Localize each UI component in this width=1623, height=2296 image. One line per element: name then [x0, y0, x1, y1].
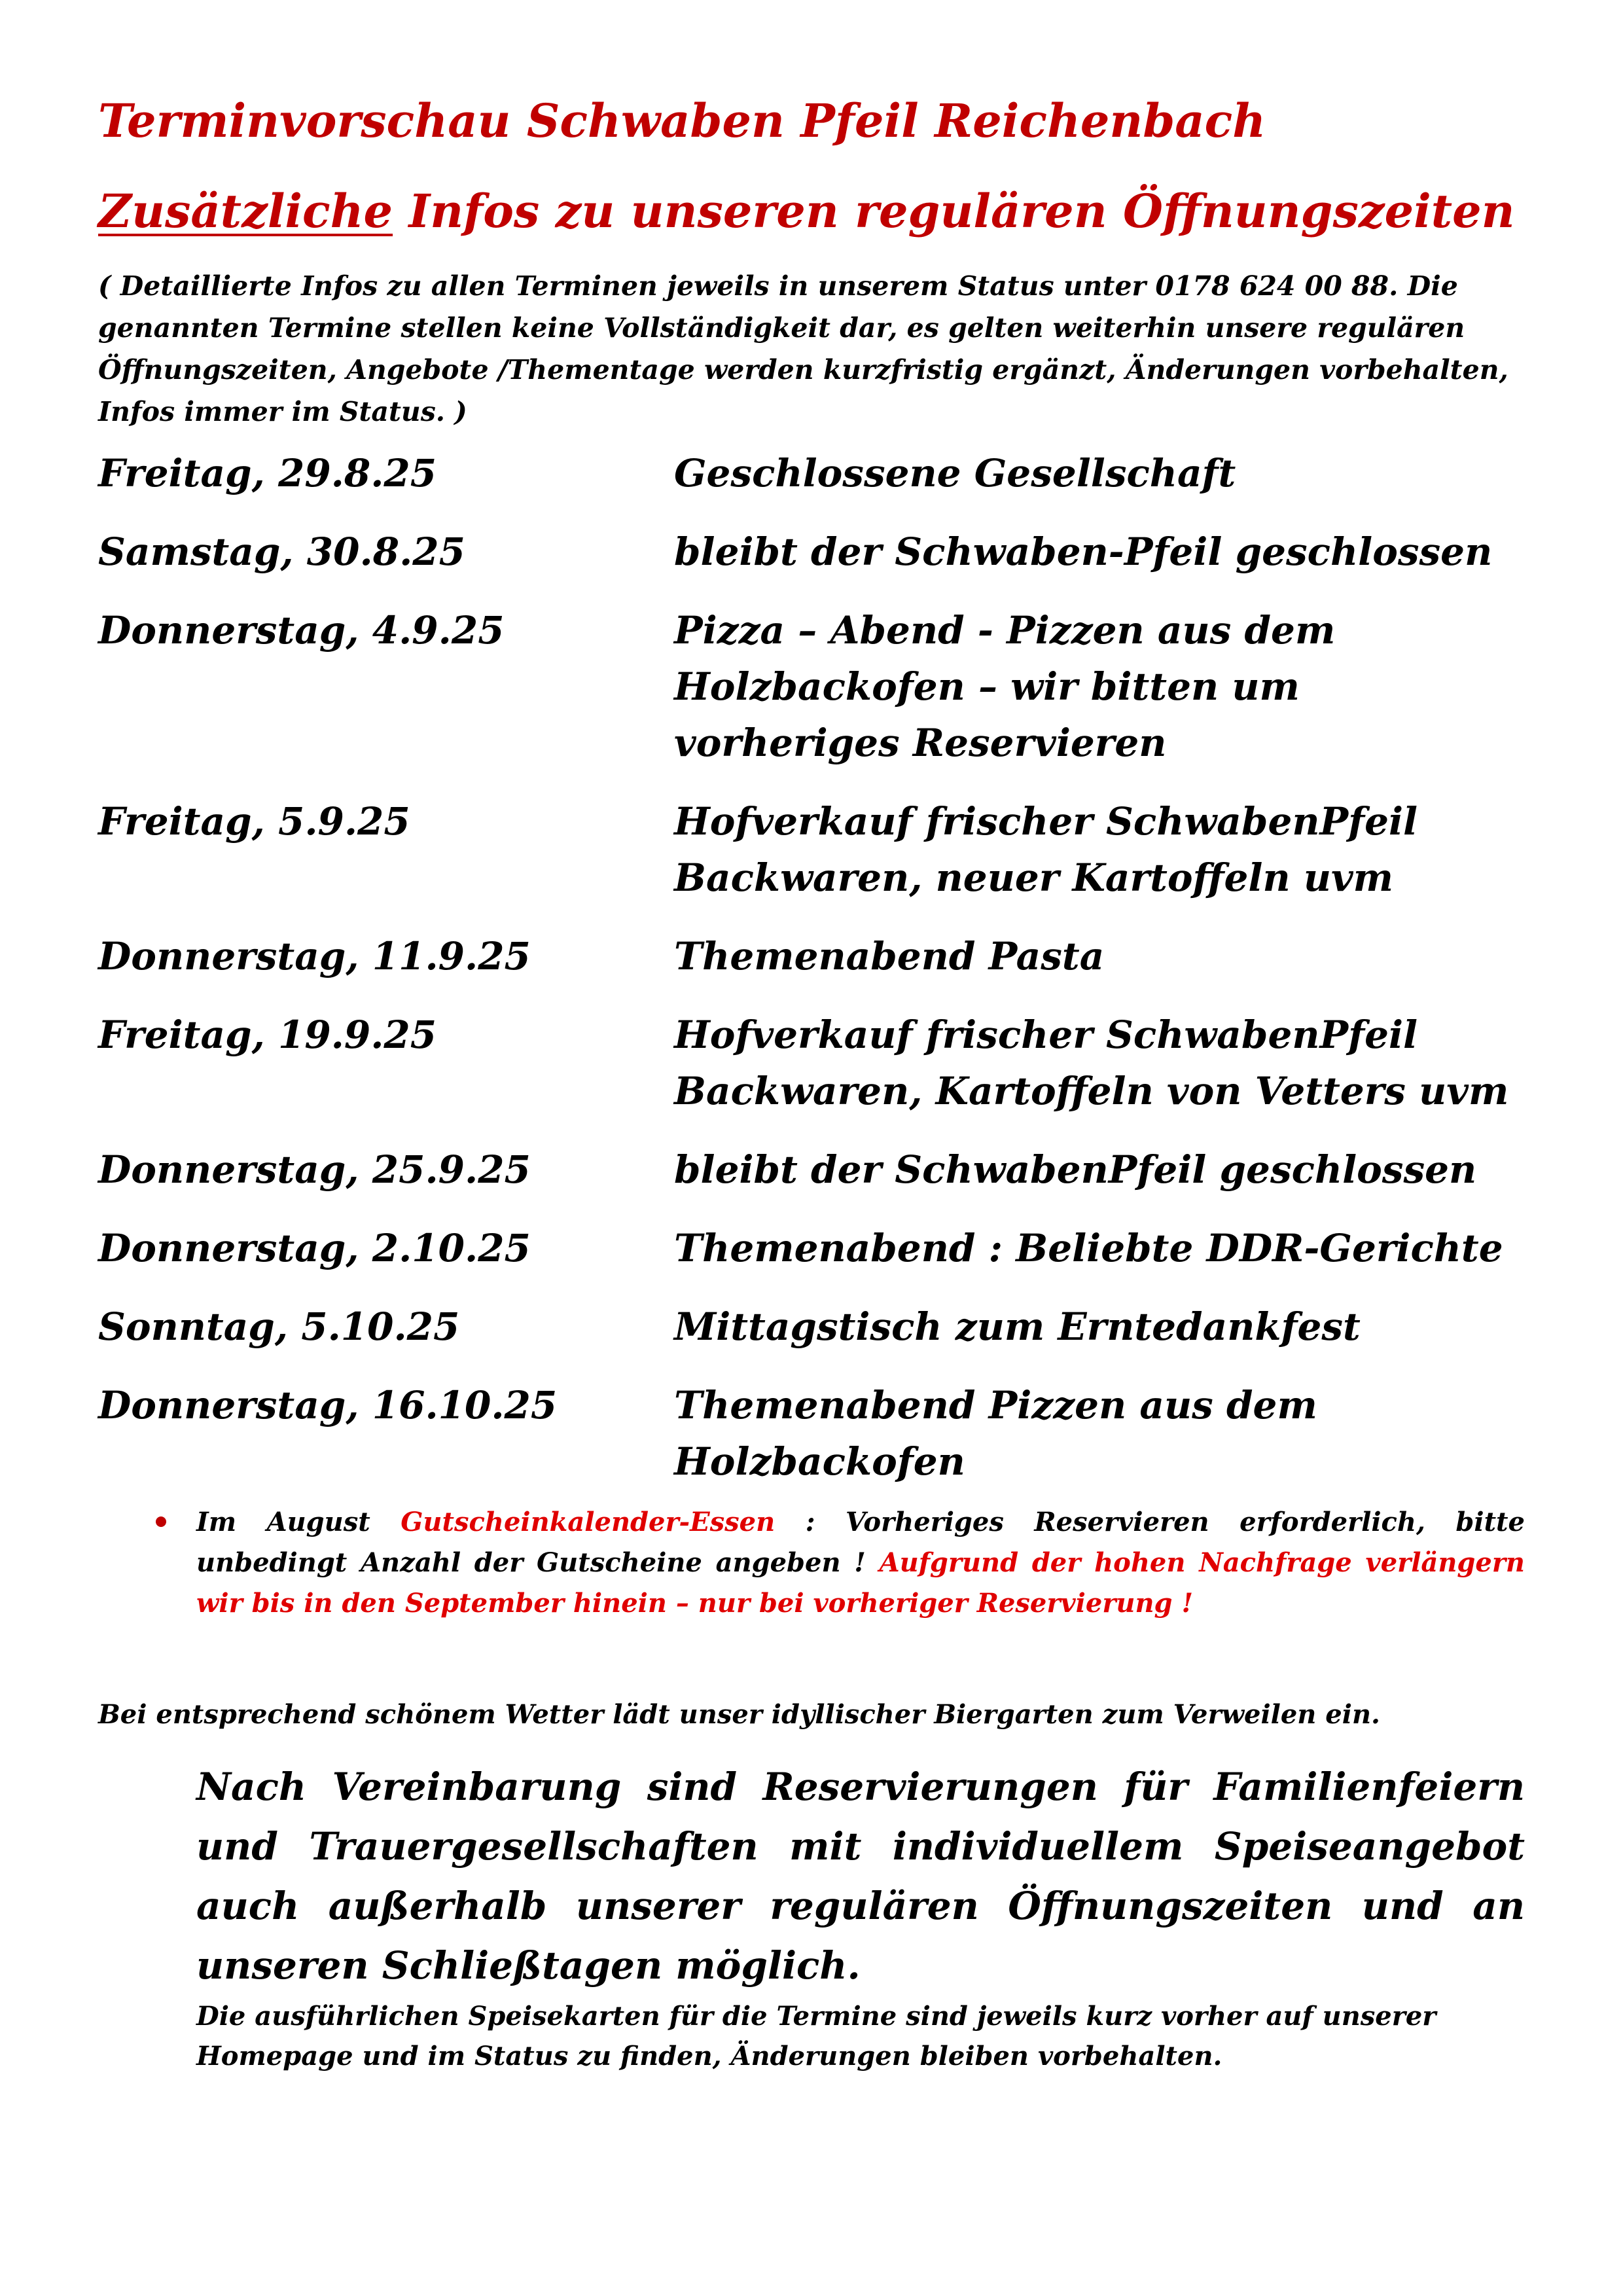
page-subtitle [98, 182, 1538, 241]
subtitle-underlined-word: Zusätzliche [98, 184, 393, 238]
page-title: Terminvorschau Schwaben Pfeil Reichenbach [98, 94, 1266, 148]
event-text: Themenabend : Beliebte DDR-Gerichte [674, 1226, 1503, 1270]
voucher-notice [196, 1502, 1525, 1624]
event-row [98, 1141, 1538, 1198]
event-date: Donnerstag, 16.10.25 [98, 1383, 558, 1427]
event-text: Hofverkauf frischer SchwabenPfeil Backwaren, Kartoffeln von Vetters uvm [674, 1013, 1509, 1113]
event-text: Hofverkauf frischer SchwabenPfeil Backwaren, neuer Kartoffeln uvm [674, 799, 1418, 900]
subtitle-rest: Infos zu unseren regulären Öffnungszeiten [393, 184, 1515, 238]
event-list [98, 445, 1538, 1512]
event-row [98, 1299, 1538, 1355]
menu-note: Die ausführlichen Speisekarten für die Termine sind jeweils kurz vorher auf unserer Homepage und im Status zu finden, Änderungen bleiben vorbehalten. [196, 2001, 1436, 2072]
voucher-text-1: Im August [196, 1507, 401, 1537]
event-row [98, 793, 1538, 906]
voucher-text-2: : Vorheriges Reservieren erforderlich, bitte unbedingt Anzahl der Gutscheine angeben ! [196, 1507, 1525, 1578]
voucher-highlight: Gutscheinkalender-Essen [401, 1507, 776, 1537]
event-row [98, 1377, 1538, 1490]
event-text: Themenabend Pizzen aus dem Holzbackofen [674, 1383, 1317, 1484]
event-date: Donnerstag, 25.9.25 [98, 1147, 531, 1192]
event-date: Freitag, 29.8.25 [98, 451, 437, 495]
event-row [98, 524, 1538, 580]
event-row [98, 1220, 1538, 1276]
event-date: Sonntag, 5.10.25 [98, 1304, 460, 1349]
bullet-icon [156, 1516, 166, 1527]
event-text: Pizza – Abend - Pizzen aus dem Holzbackofen – wir bitten um vorheriges Reservieren [674, 608, 1336, 765]
event-row [98, 445, 1538, 501]
event-row [98, 928, 1538, 984]
event-date: Freitag, 19.9.25 [98, 1013, 437, 1057]
event-text: bleibt der Schwaben-Pfeil geschlossen [674, 529, 1493, 574]
reservation-note: Nach Vereinbarung sind Reservierungen für Familienfeiern und Trauergesellschaften mit individuellem Speiseangebot auch außerhalb unserer regulären Öffnungszeiten und an unseren Schließtagen möglich. [196, 1765, 1525, 1988]
voucher-extension-notice: Aufgrund der hohen Nachfrage verlängern wir bis in den September hinein – nur bei vorheriger Reservierung ! [196, 1547, 1525, 1619]
event-date: Donnerstag, 11.9.25 [98, 934, 531, 978]
event-text: Mittagstisch zum Erntedankfest [674, 1304, 1361, 1349]
event-date: Samstag, 30.8.25 [98, 529, 465, 574]
beer-garden-note: Bei entsprechend schönem Wetter lädt unser idyllischer Biergarten zum Verweilen ein. [98, 1699, 1380, 1730]
event-row [98, 602, 1538, 771]
event-text: Themenabend Pasta [674, 934, 1105, 978]
event-date: Freitag, 5.9.25 [98, 799, 410, 844]
event-row [98, 1007, 1538, 1119]
intro-note: ( Detaillierte Infos zu allen Terminen jeweils in unserem Status unter 0178 624 00 88. Die genannten Termine stellen keine Vollständigkeit dar, es gelten weiterhin unsere regulären Öffnungszeiten, Angebote /Thementage werden kurzfristig ergänzt, Änderungen vorbehalten, Infos immer im Status. ) [98, 270, 1508, 427]
event-date: Donnerstag, 2.10.25 [98, 1226, 531, 1270]
event-date: Donnerstag, 4.9.25 [98, 608, 505, 653]
event-text: Geschlossene Gesellschaft [674, 451, 1236, 495]
event-text: bleibt der SchwabenPfeil geschlossen [674, 1147, 1477, 1192]
